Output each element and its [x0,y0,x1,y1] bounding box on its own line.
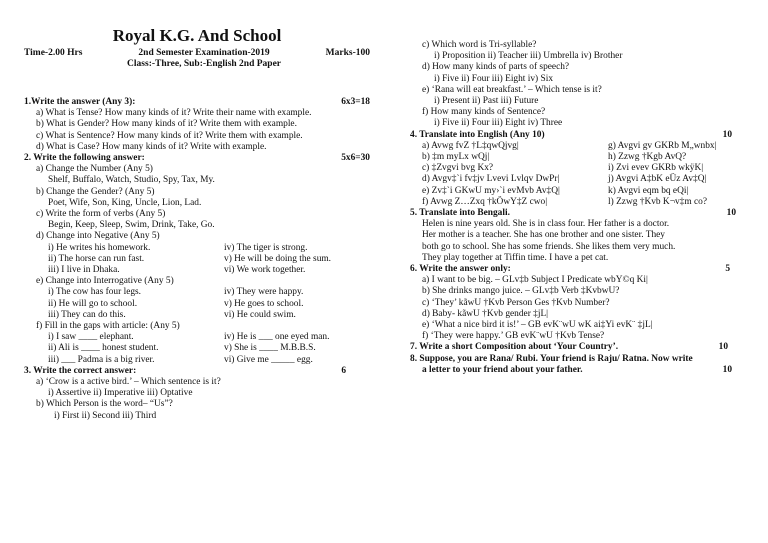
q3-e-question: e) ‘Rana will eat breakfast.’ – Which tense is it? [422,84,602,95]
right-column [410,40,758,376]
question-1-heading: 1.Write the answer (Any 3): 6x3=18 [24,97,370,107]
question-2-heading: 2. Write the following answer: 5x6=30 [24,153,370,164]
q3-d-question: d) How many kinds of parts of speech? [422,62,570,73]
q4-row: e) Zv‡`i GKwU my›`i evMvb Av‡Q| k) Avgvi eqm bq eQi| [422,185,689,196]
q3-f-question: f) How many kinds of Sentence? [422,107,546,118]
q2-e-row: iii) They can do this. vi) He could swim. [48,309,296,320]
question-3-heading: 3. Write the correct answer: 6 [24,365,346,376]
q5-passage-line: Her mother is a teacher. She has one brother and one sister. They [422,230,665,241]
time-label: Time-2.00 Hrs [24,48,83,58]
q4-row: d) Avgv‡`i fv‡jv Lvevi Lvlqv DwPr| j) Avgvi A‡bK eÜz Av‡Q| [422,174,707,185]
q1-item-a: a) What is Tense? How many kinds of it? Write their name with example. [36,108,312,119]
q1-item-b: b) What is Gender? How many kinds of it? Write them with example. [36,119,297,130]
q3-a-question: a) ‘Crow is a active bird.’ – Which sentence is it? [36,377,221,388]
q2-f-row: i) I saw ____ elephant. iv) He is ___ one eyed man. [48,332,330,343]
left-column [24,0,370,422]
class-subject: Class:-Three, Sub:-English 2nd Paper [127,59,282,69]
q2-f-instruction: f) Fill in the gaps with article: (Any 5) [36,321,180,332]
q2-e-row: i) The cow has four legs. iv) They were happy. [48,287,304,298]
exam-meta [24,48,370,70]
q4-row: f) Avwg Z…Zxq †kÖwY‡Z cwo| l) Zzwg †Kvb K¬v‡m co? [422,196,708,207]
q3-c-question: c) Which word is Tri-syllable? [422,40,537,50]
exam-info [127,48,281,70]
school-title: Royal K.G. And School [112,26,282,45]
q2-f-row: iii) ___ Padma is a big river. vi) Give me _____ egg. [48,354,313,365]
q2-b-instruction: b) Change the Gender? (Any 5) [36,186,155,197]
q6-item: d) Baby- kãwU †Kvb gender ‡jL| [422,308,549,319]
q1-item-d: d) What is Case? How many kinds of it? Write with example. [36,141,267,152]
q3-b-question: b) Which Person is the word– “Us”? [36,399,173,410]
q6-item: e) ‘What a nice bird it is!’ – GB evK¨wU wK ai‡Yi evK¨ ‡jL| [422,320,653,331]
q2-d-row: ii) The horse can run fast. v) He will be doing the sum. [48,253,332,264]
q6-item: a) I want to be big. – GLv‡b Subject I Predicate wbY©q Ki| [422,275,648,286]
q2-e-instruction: e) Change into Interrogative (Any 5) [36,276,174,287]
q3-b-options: i) First ii) Second iii) Third [54,410,157,421]
q2-a-words: Shelf, Buffalo, Watch, Studio, Spy, Tax, My. [48,175,215,186]
question-7-heading: 7. Write a short Composition about ‘Your Country’. 10 [410,342,728,353]
q3-f-options: i) Five ii) Four iii) Eight iv) Three [434,118,563,129]
q4-row: c) ‡Zvgvi bvg Kx? i) Zvi evev GKRb wkÿK| [422,163,704,174]
q2-d-row: i) He writes his homework. iv) The tiger is strong. [48,242,308,253]
q2-c-words: Begin, Keep, Sleep, Swim, Drink, Take, Go. [48,220,215,231]
q2-e-row: ii) He will go to school. v) He goes to school. [48,298,304,309]
q2-d-instruction: d) Change into Negative (Any 5) [36,231,160,242]
question-8-heading [410,354,758,376]
q5-passage-line: Helen is nine years old. She is in class four. Her father is a doctor. [422,219,670,230]
q2-c-instruction: c) Write the form of verbs (Any 5) [36,209,166,220]
q8-line-1: 8. Suppose, you are Rana/ Rubi. Your friend is Raju/ Ratna. Now write [410,353,693,364]
q2-d-row: iii) I live in Dhaka. vi) We work together. [48,265,306,276]
q6-item: f) ‘They were happy.’ GB evK¨wU †Kvb Tense? [422,331,605,342]
q3-e-options: i) Present ii) Past iii) Future [434,96,539,107]
q2-b-words: Poet, Wife, Son, King, Uncle, Lion, Lad. [48,197,202,208]
q8-line-2: a letter to your friend about your father. [422,364,583,375]
exam-name: 2nd Semester Examination-2019 [138,48,270,58]
q6-item: c) ‘They’ kãwU †Kvb Person Ges †Kvb Number? [422,297,610,308]
q2-f-row: ii) Ali is ____ honest student. v) She is ____ M.B.B.S. [48,343,316,354]
question-4-heading: 4. Translate into English (Any 10) 10 [410,129,732,140]
q2-a-instruction: a) Change the Number (Any 5) [36,164,153,175]
question-5-heading: 5. Translate into Bengali. 10 [410,208,736,219]
q1-item-c: c) What is Sentence? How many kinds of it? Write them with example. [36,130,303,141]
q4-row: a) Avwg fvZ †L‡qwQjvg| g) Avgvi gv GKRb M„wnbx| [422,140,717,151]
q3-a-options: i) Assertive ii) Imperative iii) Optative [48,388,193,399]
question-6-heading: 6. Write the answer only: 5 [410,264,730,275]
q4-row: b) ‡m myLx wQj| h) Zzwg †Kgb AvQ? [422,152,687,163]
q6-item: b) She drinks mango juice. – GLv‡b Verb ‡KvbwU? [422,286,620,297]
q5-passage-line: They play together at Tiffin time. I have a pet cat. [422,252,609,263]
q5-passage-line: both go to school. She has some friends. She likes them very much. [422,241,676,252]
q3-c-options: i) Proposition ii) Teacher iii) Umbrella iv) Brother [434,51,623,62]
q8-marks: 10 [722,364,732,375]
marks-label: Marks-100 [325,48,370,58]
q3-d-options: i) Five ii) Four iii) Eight iv) Six [434,73,554,84]
